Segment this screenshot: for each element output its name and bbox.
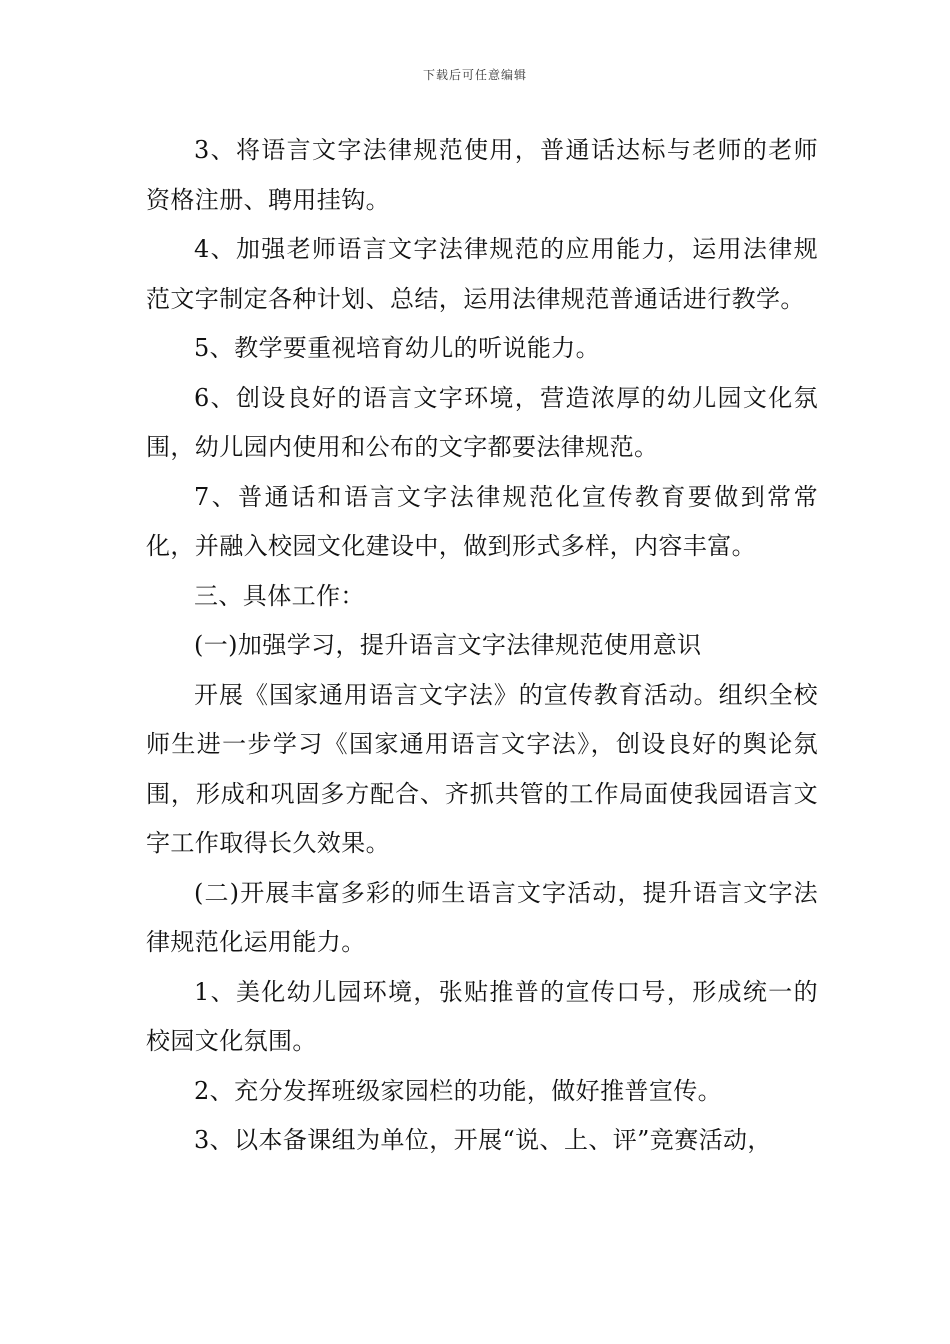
header-note: 下载后可任意编辑 <box>422 68 527 82</box>
paragraph: 5、教学要重视培育幼儿的听说能力。 <box>194 334 601 362</box>
paragraph: 1、美化幼儿园环境，张贴推普的宣传口号，形成统一的校园文化氛围。 <box>146 977 818 1055</box>
paragraph: 7、普通话和语言文字法律规范化宣传教育要做到常常化，并融入校园文化建设中，做到形式多样，内容丰富。 <box>146 482 818 560</box>
paragraph: 开展《国家通用语言文字法》的宣传教育活动。组织全校师生进一步学习《国家通用语言文字法》，创设良好的舆论氛围，形成和巩固多方配合、齐抓共管的工作局面使我园语言文字工作取得长久效果。 <box>146 680 818 857</box>
paragraph: 3、将语言文字法律规范使用，普通话达标与老师的老师资格注册、聘用挂钩。 <box>146 136 818 214</box>
paragraph: 2、充分发挥班级家园栏的功能，做好推普宣传。 <box>194 1076 723 1105</box>
paragraph: 4、加强老师语言文字法律规范的应用能力，运用法律规范文字制定各种计划、总结，运用法律规范普通话进行教学。 <box>146 235 818 313</box>
paragraph: 3、以本备课组为单位，开展“说、上、评”竞赛活动， <box>194 1126 772 1154</box>
subsection-heading: (二)开展丰富多彩的师生语言文字活动，提升语言文字法律规范化运用能力。 <box>146 878 818 956</box>
document-body <box>146 126 818 1166</box>
paragraph: 6、创设良好的语言文字环境，营造浓厚的幼儿园文化氛围，幼儿园内使用和公布的文字都要法律规范。 <box>146 383 818 461</box>
subsection-heading: (一)加强学习，提升语言文字法律规范使用意识 <box>194 631 702 659</box>
section-heading: 三、具体工作： <box>194 581 365 610</box>
